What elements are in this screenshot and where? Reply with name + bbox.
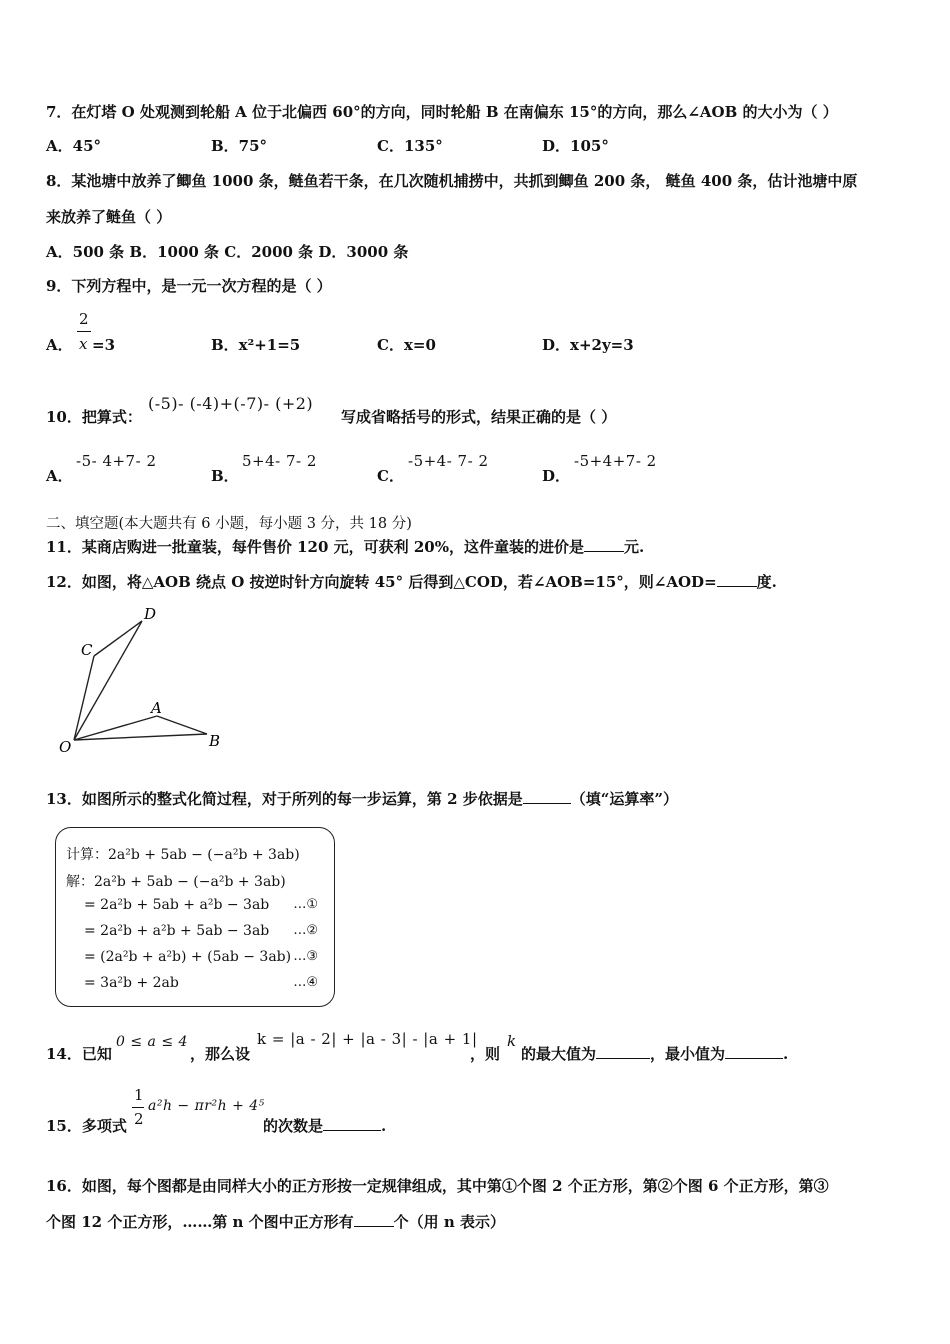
q9-option-c: C．x=0 xyxy=(377,336,436,354)
calc-line-1: 计算：2a²b + 5ab − (−a²b + 3ab) xyxy=(66,847,300,863)
q14-end: . xyxy=(783,1045,789,1063)
q14-k: k xyxy=(507,1032,517,1050)
q7-option-b: B．75° xyxy=(211,137,268,155)
calc-mark-2: …② xyxy=(293,923,318,938)
q9-fraction-bar xyxy=(77,331,91,332)
q7-option-d: D．105° xyxy=(542,137,609,155)
q7-stem: 7．在灯塔 O 处观测到轮船 A 位于北偏西 60°的方向，同时轮船 B 在南偏东 15°的方向，那么∠AOB 的大小为（ ） xyxy=(46,103,838,121)
q11-blank[interactable] xyxy=(584,537,624,552)
q16-blank[interactable] xyxy=(354,1212,394,1227)
q8-stem-line2: 来放养了鲢鱼（ ） xyxy=(46,208,172,226)
q11-unit: 元. xyxy=(623,538,645,556)
q9-option-a-label: A． xyxy=(46,336,73,354)
q15-fraction-denominator: 2 xyxy=(134,1110,145,1128)
calculation-box xyxy=(55,827,335,1007)
q12 xyxy=(46,572,777,592)
q15-fraction-bar xyxy=(132,1107,144,1108)
q14-condition: 0 ≤ a ≤ 4 xyxy=(116,1034,188,1050)
q8-stem-line1: 8．某池塘中放养了鲫鱼 1000 条，鲢鱼若干条，在几次随机捕捞中，共抓到鲫鱼 200 条， 鲢鱼 400 条，估计池塘中原 xyxy=(46,172,858,190)
label-a: A xyxy=(151,699,162,717)
q16-hint: 个（用 n 表示） xyxy=(393,1213,506,1231)
q13 xyxy=(46,789,678,809)
q9-option-d: D．x+2y=3 xyxy=(542,336,634,354)
q8-options: A．500 条 B．1000 条 C．2000 条 D．3000 条 xyxy=(46,243,409,261)
calc-line-6: = 3a²b + 2ab xyxy=(84,975,179,991)
q7-option-a: A．45° xyxy=(46,137,102,155)
q15-text: 的次数是 xyxy=(263,1117,324,1135)
q14-mid2: ，则 xyxy=(470,1045,501,1063)
q10-stem-tail: 写成省略括号的形式，结果正确的是（ ） xyxy=(341,408,617,426)
q13-hint: （填“运算率”） xyxy=(570,790,679,808)
q15-end: . xyxy=(381,1117,387,1135)
rotation-figure xyxy=(55,600,235,760)
calc-mark-1: …① xyxy=(293,897,318,912)
q14-prefix: 14．已知 xyxy=(46,1045,112,1063)
q14-max-blank[interactable] xyxy=(596,1044,650,1059)
q14-min-blank[interactable] xyxy=(725,1044,783,1059)
q10-option-b-expr: 5+4- 7- 2 xyxy=(242,452,317,470)
calc-line-4: = 2a²b + a²b + 5ab − 3ab xyxy=(84,923,270,939)
q10-option-d-label: D． xyxy=(542,467,571,485)
q10-option-c-expr: -5+4- 7- 2 xyxy=(408,452,489,470)
q9-option-a-rest: =3 xyxy=(92,336,116,354)
q14-expression: k = |a - 2| + |a - 3| - |a + 1| xyxy=(257,1030,478,1048)
calc-line-5: = (2a²b + a²b) + (5ab − 3ab) xyxy=(84,949,292,965)
calc-mark-3: …③ xyxy=(293,949,318,964)
q16-line1: 16．如图，每个图都是由同样大小的正方形按一定规律组成，其中第①个图 2 个正方形，第②个图 6 个正方形，第③ xyxy=(46,1177,829,1195)
calc-mark-4: …④ xyxy=(293,975,318,990)
label-d: D xyxy=(144,605,157,623)
q9-fraction-denominator: x xyxy=(79,335,88,353)
q14-max-text: 的最大值为 xyxy=(521,1045,597,1063)
q10-number: 10．把算式： xyxy=(46,408,142,426)
q12-blank[interactable] xyxy=(717,572,757,587)
q12-unit: 度. xyxy=(756,573,777,591)
q10-option-d-expr: -5+4+7- 2 xyxy=(574,452,657,470)
label-o: O xyxy=(59,738,72,756)
q10-option-a-label: A． xyxy=(46,467,73,485)
q12-text: 12．如图，将△AOB 绕点 O 按逆时针方向旋转 45° 后得到△COD，若∠AOB=15°，则∠AOD= xyxy=(46,573,717,591)
q16-text: 个图 12 个正方形，……第 n 个图中正方形有 xyxy=(46,1213,354,1231)
calc-line-3: = 2a²b + 5ab + a²b − 3ab xyxy=(84,897,270,913)
q15-fraction-numerator: 1 xyxy=(134,1086,145,1104)
q14-min-text: ，最小值为 xyxy=(650,1045,726,1063)
q15-prefix: 15．多项式 xyxy=(46,1117,127,1135)
q14-mid: ，那么设 xyxy=(190,1045,251,1063)
q15-expression: a²h − πr²h + 4⁵ xyxy=(148,1098,265,1114)
q10-option-a-expr: -5- 4+7- 2 xyxy=(76,452,157,470)
q10-option-c-label: C． xyxy=(377,467,404,485)
q13-text: 13．如图所示的整式化简过程，对于所列的每一步运算，第 2 步依据是 xyxy=(46,790,523,808)
section-heading: 二、填空题(本大题共有 6 小题，每小题 3 分，共 18 分) xyxy=(46,516,412,532)
q9-fraction-numerator: 2 xyxy=(78,310,90,328)
q13-blank[interactable] xyxy=(523,789,571,804)
q11-text: 11．某商店购进一批童装，每件售价 120 元，可获利 20%，这件童装的进价是 xyxy=(46,538,584,556)
q16-line2 xyxy=(46,1212,505,1232)
q15-tail xyxy=(263,1116,386,1136)
label-c: C xyxy=(81,641,93,659)
q10-option-b-label: B． xyxy=(211,467,239,485)
label-b: B xyxy=(209,732,221,750)
q9-stem: 9．下列方程中，是一元一次方程的是（ ） xyxy=(46,277,332,295)
q15-blank[interactable] xyxy=(323,1116,381,1131)
q11 xyxy=(46,537,644,557)
q7-option-c: C．135° xyxy=(377,137,443,155)
q14-tail xyxy=(521,1044,788,1064)
q10-expression: (-5)- (-4)+(-7)- (+2) xyxy=(148,394,314,413)
calc-line-2: 解：2a²b + 5ab − (−a²b + 3ab) xyxy=(66,874,286,890)
q9-option-b: B．x²+1=5 xyxy=(211,336,301,354)
